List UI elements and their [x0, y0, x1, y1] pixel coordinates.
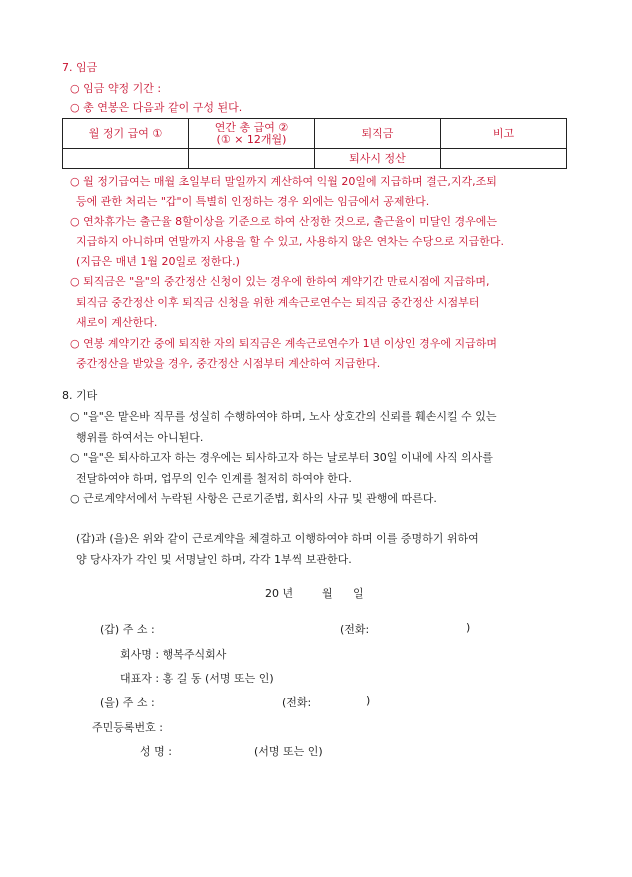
resident-id-label: 주민등록번호 : — [92, 721, 163, 734]
etc-line: 전달하여야 하며, 업무의 인수 인계를 철저히 하여야 한다. — [76, 472, 352, 485]
employer-phone-label: (전화: — [340, 623, 370, 636]
etc-line: ○ 근로계약서에서 누락된 사항은 근로기준법, 회사의 사규 및 관행에 따른다. — [70, 492, 437, 505]
wage-period-line: ○ 임금 약정 기간 : — [70, 82, 162, 95]
note-line: 지급하지 아니하며 연말까지 사용을 할 수 있고, 사용하지 않은 연차는 수당으로 지급한다. — [76, 235, 504, 248]
wage-table — [62, 118, 567, 169]
employee-phone-label: (전화: — [282, 696, 312, 709]
employee-sign-label: (서명 또는 인) — [254, 745, 323, 758]
note-line: 중간정산을 받았을 경우, 중간정산 시점부터 계산하여 지급한다. — [76, 357, 381, 370]
section-7-heading: 7. 임금 — [62, 61, 98, 74]
etc-line: 행위를 하여서는 아니된다. — [76, 431, 204, 444]
section-8-heading: 8. 기타 — [62, 389, 98, 402]
cell-annual — [189, 149, 315, 169]
cell-monthly — [63, 149, 189, 169]
col-header-annual-line1: 연간 총 급여 ② — [214, 120, 289, 134]
wage-composition-line: ○ 총 연봉은 다음과 같이 구성 된다. — [70, 101, 243, 114]
col-header-annual-line2: (① × 12개월) — [216, 132, 287, 146]
employer-address-label: (갑) 주 소 : — [100, 623, 155, 636]
note-line: ○ 연봉 계약기간 중에 퇴직한 자의 퇴직금은 계속근로연수가 1년 이상인 경우에 지급하며 — [70, 337, 497, 350]
date-day: 일 — [353, 587, 364, 600]
employee-phone-close: ) — [366, 694, 371, 707]
employee-address-label: (을) 주 소 : — [100, 696, 155, 709]
note-line: (지급은 매년 1월 20일로 정한다.) — [76, 255, 240, 268]
col-header-monthly: 월 정기 급여 ① — [63, 119, 189, 149]
note-line: 등에 관한 처리는 "갑"이 특별히 인정하는 경우 외에는 임금에서 공제한다. — [76, 195, 430, 208]
representative: 대표자 : 홍 길 동 (서명 또는 인) — [120, 672, 274, 685]
date-month: 월 — [322, 587, 333, 600]
employee-name-label: 성 명 : — [140, 745, 172, 758]
note-line: ○ 월 정기급여는 매월 초일부터 말일까지 계산하여 익월 20일에 지급하며 결근,지각,조퇴 — [70, 175, 497, 188]
note-line: ○ 연차휴가는 출근율 8할이상을 기준으로 하여 산정한 것으로, 출근율이 미달인 경우에는 — [70, 215, 497, 228]
closing-line: 양 당사자가 각인 및 서명날인 하며, 각각 1부씩 보관한다. — [76, 553, 352, 566]
col-header-severance: 퇴직금 — [315, 119, 441, 149]
col-header-annual — [189, 119, 315, 149]
etc-line: ○ "을"은 맡은바 직무를 성실히 수행하여야 하며, 노사 상호간의 신뢰를 훼손시킬 수 있는 — [70, 410, 497, 423]
note-line: 퇴직금 중간정산 이후 퇴직금 신청을 위한 계속근로연수는 퇴직금 중간정산 시점부터 — [76, 296, 480, 309]
cell-severance: 퇴사시 정산 — [315, 149, 441, 169]
etc-line: ○ "을"은 퇴사하고자 하는 경우에는 퇴사하고자 하는 날로부터 30일 이내에 사직 의사를 — [70, 451, 493, 464]
company-name: 회사명 : 행복주식회사 — [120, 648, 227, 661]
date-year: 20 년 — [265, 587, 294, 600]
note-line: 새로이 계산한다. — [76, 316, 158, 329]
employer-phone-close: ) — [466, 621, 471, 634]
note-line: ○ 퇴직금은 "을"의 중간정산 신청이 있는 경우에 한하여 계약기간 만료시점에 지급하며, — [70, 275, 490, 288]
col-header-remarks: 비고 — [441, 119, 567, 149]
cell-remarks — [441, 149, 567, 169]
closing-line: (갑)과 (을)은 위와 같이 근로계약을 체결하고 이행하여야 하며 이를 증명하기 위하여 — [76, 532, 479, 545]
